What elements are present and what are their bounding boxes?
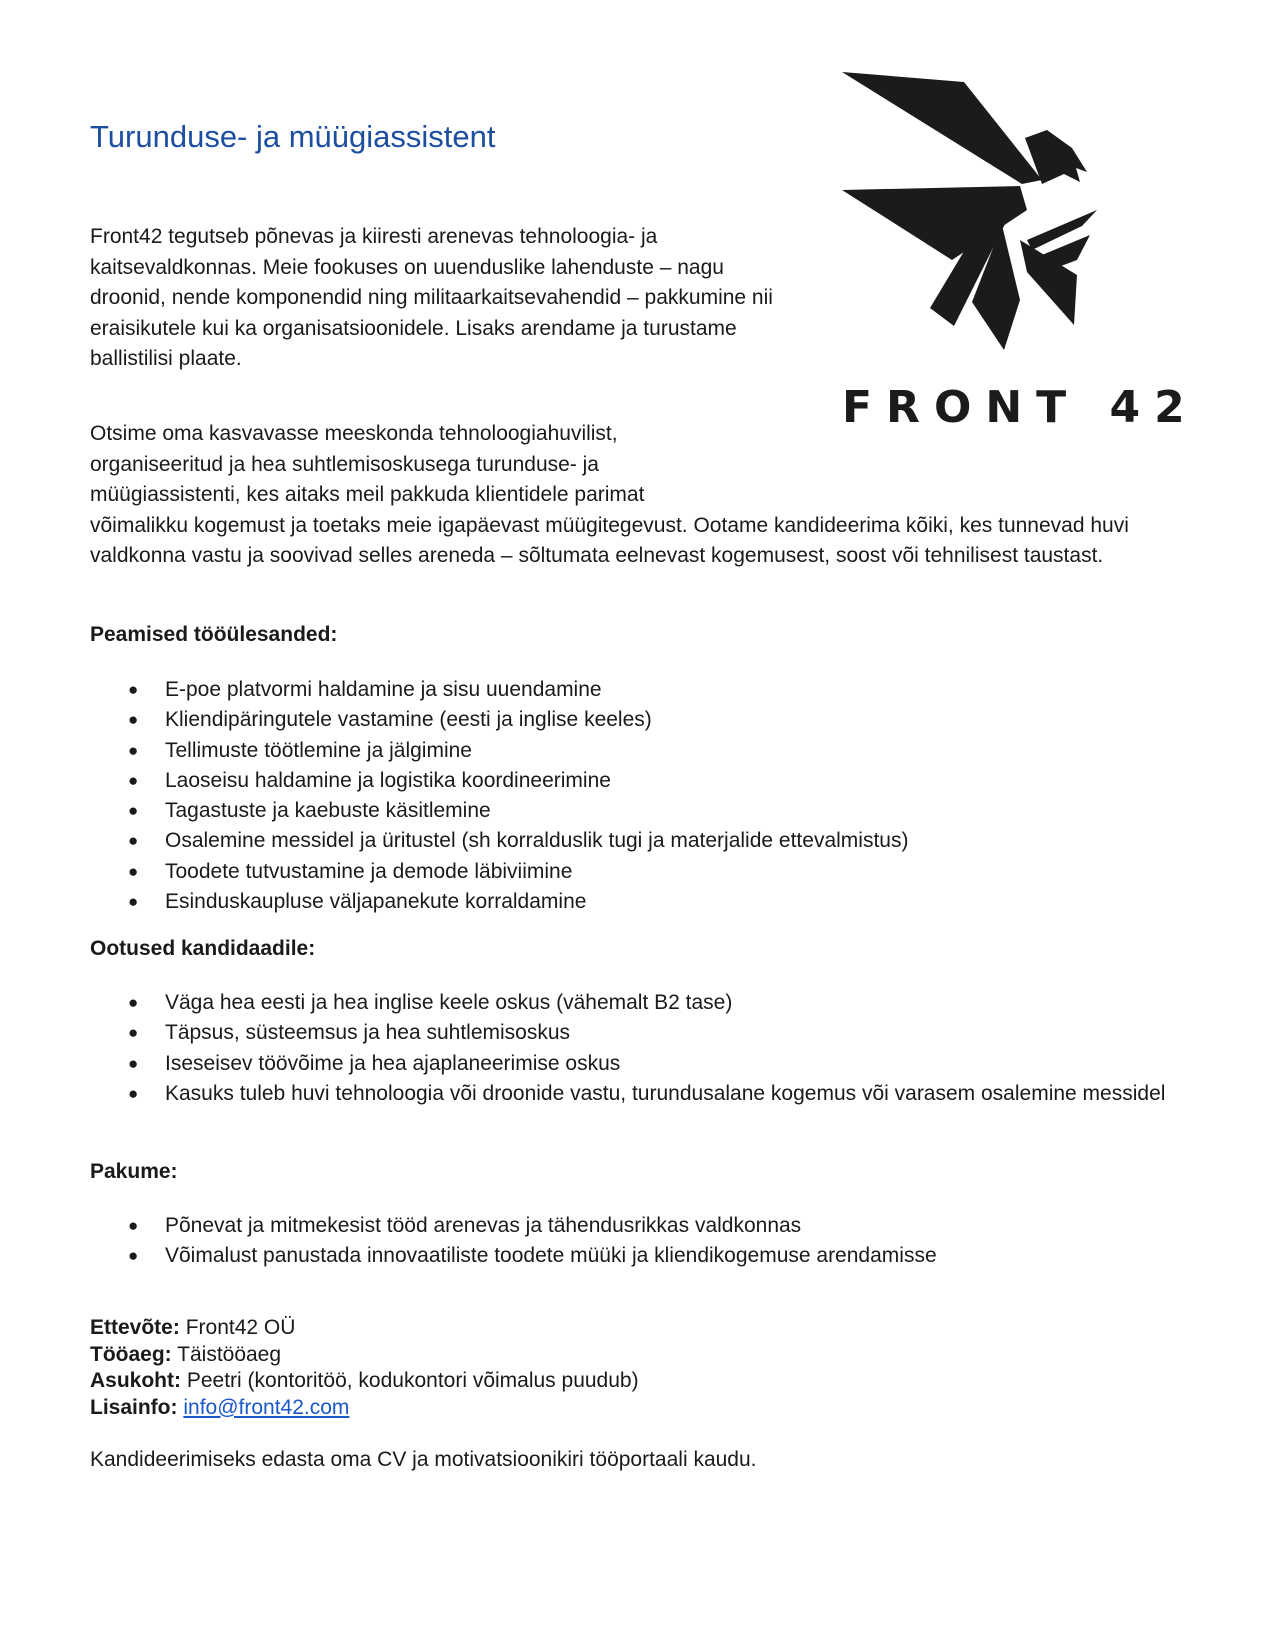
location-row bbox=[90, 1368, 639, 1395]
list-item: ● Esinduskaupluse väljapanekute korraldamine bbox=[90, 887, 1190, 917]
tasks-heading: Peamised tööülesanded: bbox=[90, 623, 338, 646]
company-row bbox=[90, 1315, 639, 1342]
worktime-value: Täistööaeg bbox=[177, 1342, 282, 1366]
worktime-row bbox=[90, 1342, 639, 1369]
email-link[interactable]: info@front42.com bbox=[183, 1395, 350, 1419]
company-value: Front42 OÜ bbox=[185, 1316, 296, 1339]
search-paragraph-line3: müügiassistenti, kes aitaks meil pakkuda klientidele parimat bbox=[90, 483, 645, 506]
page-title: Turunduse- ja müügiassistent bbox=[90, 119, 496, 154]
eagle-logo-icon bbox=[842, 60, 1142, 360]
tasks-list bbox=[90, 675, 1190, 917]
extra-info-label: Lisainfo: bbox=[90, 1395, 178, 1419]
offer-heading: Pakume: bbox=[90, 1160, 178, 1183]
search-paragraph-line1: Otsime oma kasvavasse meeskonda tehnoloogiahuvilist, bbox=[90, 422, 618, 445]
closing-text: Kandideerimiseks edasta oma CV ja motivatsioonikiri tööportaali kaudu. bbox=[90, 1448, 757, 1471]
list-item: ● Laoseisu haldamine ja logistika koordineerimine bbox=[90, 766, 1190, 796]
list-item: ● E-poe platvormi haldamine ja sisu uuendamine bbox=[90, 675, 1190, 705]
expectations-list bbox=[90, 988, 1190, 1109]
list-item: ● Iseseisev töövõime ja hea ajaplaneerimise oskus bbox=[90, 1049, 1190, 1079]
intro-paragraph: Front42 tegutseb põnevas ja kiiresti arenevas tehnoloogia- ja kaitsevaldkonnas. Meie fookuses on uuenduslike lahenduste – nagu droonid, nende komponendid ning militaarkaitsevahendid – pakkumine nii eraisikutele kui ka organisatsioonidele. Lisaks arendame ja turustame ballistilisi plaate. bbox=[90, 225, 773, 370]
list-item: ● Täpsus, süsteemsus ja hea suhtlemisoskus bbox=[90, 1018, 1190, 1048]
logo-wordmark: FRONT 42 bbox=[842, 382, 1199, 433]
list-item: ● Tagastuste ja kaebuste käsitlemine bbox=[90, 796, 1190, 826]
list-item: ● Kliendipäringutele vastamine (eesti ja inglise keeles) bbox=[90, 705, 1190, 735]
list-item: ● Toodete tutvustamine ja demode läbiviimine bbox=[90, 857, 1190, 887]
company-logo bbox=[842, 60, 1199, 440]
list-item: ● Tellimuste töötlemine ja jälgimine bbox=[90, 736, 1190, 766]
extra-info-row bbox=[90, 1395, 639, 1422]
job-info-block bbox=[90, 1315, 639, 1421]
search-paragraph-rest: võimalikku kogemust ja toetaks meie igapäevast müügitegevust. Ootame kandideerima kõiki, kes tunnevad huvi valdkonna vastu ja soovivad selles areneda – sõltumata eelnevast kogemusest, soost või tehnilisest taustast. bbox=[90, 513, 1129, 567]
list-item: ● Väga hea eesti ja hea inglise keele oskus (vähemalt B2 tase) bbox=[90, 988, 1190, 1018]
list-item: ● Kasuks tuleb huvi tehnoloogia või droonide vastu, turundusalane kogemus või varasem osalemine messidel bbox=[90, 1079, 1190, 1109]
company-label: Ettevõte: bbox=[90, 1316, 180, 1339]
search-paragraph bbox=[90, 419, 1200, 572]
expectations-heading: Ootused kandidaadile: bbox=[90, 937, 316, 960]
location-label: Asukoht: bbox=[90, 1369, 181, 1392]
search-paragraph-line2: organiseeritud ja hea suhtlemisoskusega turunduse- ja bbox=[90, 452, 599, 476]
worktime-label: Tööaeg: bbox=[90, 1342, 172, 1366]
location-value: Peetri (kontoritöö, kodukontori võimalus puudub) bbox=[186, 1369, 639, 1392]
list-item: ● Põnevat ja mitmekesist tööd arenevas ja tähendusrikkas valdkonnas bbox=[90, 1211, 1190, 1241]
offer-list bbox=[90, 1211, 1190, 1272]
list-item: ● Osalemine messidel ja üritustel (sh korralduslik tugi ja materjalide ettevalmistus) bbox=[90, 826, 1190, 856]
list-item: ● Võimalust panustada innovaatiliste toodete müüki ja kliendikogemuse arendamisse bbox=[90, 1241, 1190, 1271]
